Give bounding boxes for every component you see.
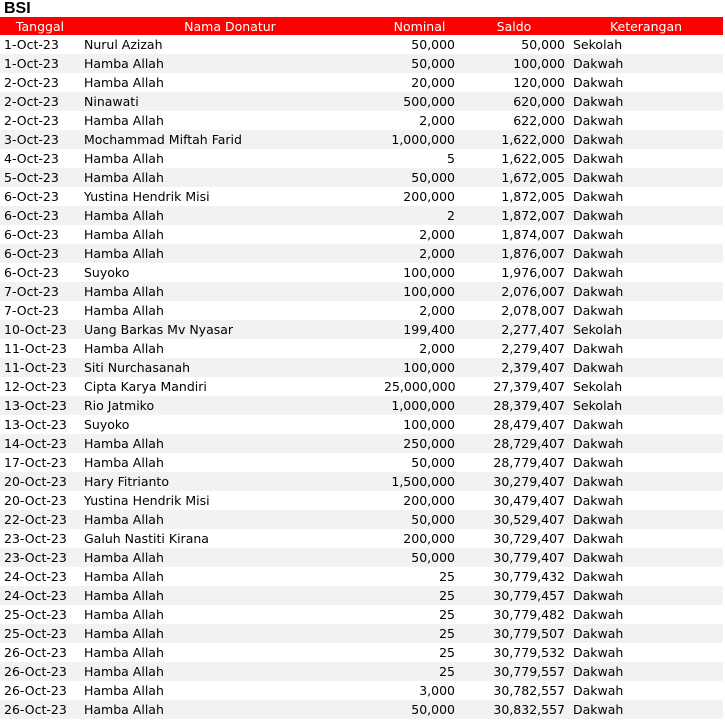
table-row[interactable]: [0, 92, 723, 111]
header-nama-donatur[interactable]: Nama Donatur: [80, 17, 380, 35]
cell-keterangan[interactable]: Dakwah: [569, 491, 723, 510]
cell-tanggal[interactable]: 20-Oct-23: [0, 491, 80, 510]
cell-tanggal[interactable]: 24-Oct-23: [0, 567, 80, 586]
cell-nama-donatur[interactable]: Hamba Allah: [80, 700, 380, 719]
cell-keterangan[interactable]: Dakwah: [569, 662, 723, 681]
cell-keterangan[interactable]: Dakwah: [569, 681, 723, 700]
cell-tanggal[interactable]: 26-Oct-23: [0, 681, 80, 700]
table-row[interactable]: [0, 263, 723, 282]
cell-nama-donatur[interactable]: Hamba Allah: [80, 54, 380, 73]
table-row[interactable]: [0, 301, 723, 320]
donation-table: [0, 17, 723, 719]
cell-nama-donatur[interactable]: Suyoko: [80, 263, 380, 282]
cell-tanggal[interactable]: 14-Oct-23: [0, 434, 80, 453]
cell-keterangan[interactable]: Sekolah: [569, 35, 723, 54]
cell-nominal[interactable]: 50,000: [380, 168, 459, 187]
cell-nominal[interactable]: 5: [380, 149, 459, 168]
cell-nama-donatur[interactable]: Hamba Allah: [80, 605, 380, 624]
cell-tanggal[interactable]: 26-Oct-23: [0, 643, 80, 662]
cell-keterangan[interactable]: Dakwah: [569, 263, 723, 282]
cell-nama-donatur[interactable]: Hamba Allah: [80, 567, 380, 586]
cell-tanggal[interactable]: 25-Oct-23: [0, 624, 80, 643]
table-row[interactable]: [0, 244, 723, 263]
cell-tanggal[interactable]: 22-Oct-23: [0, 510, 80, 529]
cell-saldo[interactable]: 30,779,407: [459, 548, 569, 567]
cell-nama-donatur[interactable]: Hamba Allah: [80, 453, 380, 472]
cell-saldo[interactable]: 30,832,557: [459, 700, 569, 719]
cell-nominal[interactable]: 2,000: [380, 244, 459, 263]
cell-nama-donatur[interactable]: Hamba Allah: [80, 149, 380, 168]
cell-keterangan[interactable]: Dakwah: [569, 415, 723, 434]
table-row[interactable]: [0, 282, 723, 301]
cell-tanggal[interactable]: 1-Oct-23: [0, 54, 80, 73]
cell-keterangan[interactable]: Dakwah: [569, 130, 723, 149]
cell-nama-donatur[interactable]: Hamba Allah: [80, 73, 380, 92]
sheet-title: BSI: [4, 0, 31, 17]
cell-tanggal[interactable]: 6-Oct-23: [0, 225, 80, 244]
cell-nama-donatur[interactable]: Hamba Allah: [80, 301, 380, 320]
cell-saldo[interactable]: 30,529,407: [459, 510, 569, 529]
cell-tanggal[interactable]: 2-Oct-23: [0, 73, 80, 92]
cell-nama-donatur[interactable]: Hamba Allah: [80, 244, 380, 263]
cell-nama-donatur[interactable]: Hamba Allah: [80, 643, 380, 662]
table-row[interactable]: [0, 73, 723, 92]
cell-tanggal[interactable]: 6-Oct-23: [0, 263, 80, 282]
cell-keterangan[interactable]: Dakwah: [569, 586, 723, 605]
cell-keterangan[interactable]: Sekolah: [569, 320, 723, 339]
cell-nama-donatur[interactable]: Hamba Allah: [80, 111, 380, 130]
cell-nominal[interactable]: 50,000: [380, 35, 459, 54]
cell-tanggal[interactable]: 24-Oct-23: [0, 586, 80, 605]
cell-saldo[interactable]: 1,874,007: [459, 225, 569, 244]
table-row[interactable]: [0, 187, 723, 206]
header-tanggal[interactable]: Tanggal: [0, 17, 80, 35]
cell-saldo[interactable]: 28,379,407: [459, 396, 569, 415]
cell-nominal[interactable]: 50,000: [380, 700, 459, 719]
cell-keterangan[interactable]: Dakwah: [569, 605, 723, 624]
table-row[interactable]: [0, 206, 723, 225]
cell-nama-donatur[interactable]: Hamba Allah: [80, 510, 380, 529]
table-row[interactable]: [0, 396, 723, 415]
cell-saldo[interactable]: 30,779,482: [459, 605, 569, 624]
cell-tanggal[interactable]: 25-Oct-23: [0, 605, 80, 624]
cell-keterangan[interactable]: Dakwah: [569, 92, 723, 111]
cell-saldo[interactable]: 30,729,407: [459, 529, 569, 548]
cell-nominal[interactable]: 100,000: [380, 282, 459, 301]
cell-saldo[interactable]: 30,479,407: [459, 491, 569, 510]
table-row[interactable]: [0, 662, 723, 681]
cell-nominal[interactable]: 25: [380, 624, 459, 643]
table-row[interactable]: [0, 605, 723, 624]
table-row[interactable]: [0, 453, 723, 472]
cell-tanggal[interactable]: 26-Oct-23: [0, 700, 80, 719]
cell-nama-donatur[interactable]: Siti Nurchasanah: [80, 358, 380, 377]
cell-nominal[interactable]: 25: [380, 586, 459, 605]
cell-tanggal[interactable]: 6-Oct-23: [0, 206, 80, 225]
cell-saldo[interactable]: 2,078,007: [459, 301, 569, 320]
cell-keterangan[interactable]: Dakwah: [569, 624, 723, 643]
table-row[interactable]: [0, 567, 723, 586]
cell-keterangan[interactable]: Dakwah: [569, 510, 723, 529]
cell-nominal[interactable]: 2,000: [380, 339, 459, 358]
cell-tanggal[interactable]: 1-Oct-23: [0, 35, 80, 54]
cell-nama-donatur[interactable]: Yustina Hendrik Misi: [80, 187, 380, 206]
table-row[interactable]: [0, 491, 723, 510]
cell-saldo[interactable]: 120,000: [459, 73, 569, 92]
cell-tanggal[interactable]: 3-Oct-23: [0, 130, 80, 149]
cell-nominal[interactable]: 25: [380, 605, 459, 624]
header-keterangan[interactable]: Keterangan: [569, 17, 723, 35]
cell-nama-donatur[interactable]: Mochammad Miftah Farid: [80, 130, 380, 149]
table-row[interactable]: [0, 415, 723, 434]
cell-keterangan[interactable]: Dakwah: [569, 472, 723, 491]
cell-keterangan[interactable]: Dakwah: [569, 358, 723, 377]
cell-nominal[interactable]: 3,000: [380, 681, 459, 700]
cell-saldo[interactable]: 622,000: [459, 111, 569, 130]
cell-keterangan[interactable]: Dakwah: [569, 567, 723, 586]
cell-keterangan[interactable]: Dakwah: [569, 434, 723, 453]
cell-nominal[interactable]: 25: [380, 567, 459, 586]
cell-keterangan[interactable]: Dakwah: [569, 453, 723, 472]
cell-saldo[interactable]: 100,000: [459, 54, 569, 73]
cell-nama-donatur[interactable]: Hamba Allah: [80, 339, 380, 358]
cell-tanggal[interactable]: 2-Oct-23: [0, 111, 80, 130]
cell-saldo[interactable]: 30,279,407: [459, 472, 569, 491]
cell-nama-donatur[interactable]: Hamba Allah: [80, 434, 380, 453]
cell-nama-donatur[interactable]: Hary Fitrianto: [80, 472, 380, 491]
cell-nominal[interactable]: 50,000: [380, 453, 459, 472]
cell-nominal[interactable]: 100,000: [380, 263, 459, 282]
table-row[interactable]: [0, 35, 723, 54]
cell-nama-donatur[interactable]: Hamba Allah: [80, 282, 380, 301]
cell-tanggal[interactable]: 11-Oct-23: [0, 339, 80, 358]
cell-tanggal[interactable]: 20-Oct-23: [0, 472, 80, 491]
cell-nominal[interactable]: 250,000: [380, 434, 459, 453]
table-row[interactable]: [0, 358, 723, 377]
cell-saldo[interactable]: 620,000: [459, 92, 569, 111]
cell-nominal[interactable]: 100,000: [380, 415, 459, 434]
cell-nama-donatur[interactable]: Nurul Azizah: [80, 35, 380, 54]
cell-tanggal[interactable]: 26-Oct-23: [0, 662, 80, 681]
cell-nama-donatur[interactable]: Hamba Allah: [80, 624, 380, 643]
cell-saldo[interactable]: 1,622,005: [459, 149, 569, 168]
cell-tanggal[interactable]: 6-Oct-23: [0, 244, 80, 263]
table-row[interactable]: [0, 225, 723, 244]
cell-keterangan[interactable]: Dakwah: [569, 111, 723, 130]
cell-tanggal[interactable]: 23-Oct-23: [0, 529, 80, 548]
cell-keterangan[interactable]: Sekolah: [569, 377, 723, 396]
cell-keterangan[interactable]: Dakwah: [569, 529, 723, 548]
table-row[interactable]: [0, 681, 723, 700]
table-row[interactable]: [0, 168, 723, 187]
table-row[interactable]: [0, 510, 723, 529]
table-row[interactable]: [0, 472, 723, 491]
cell-keterangan[interactable]: Dakwah: [569, 73, 723, 92]
cell-tanggal[interactable]: 4-Oct-23: [0, 149, 80, 168]
cell-tanggal[interactable]: 2-Oct-23: [0, 92, 80, 111]
cell-nama-donatur[interactable]: Hamba Allah: [80, 681, 380, 700]
cell-tanggal[interactable]: 7-Oct-23: [0, 301, 80, 320]
cell-nominal[interactable]: 500,000: [380, 92, 459, 111]
cell-nama-donatur[interactable]: Hamba Allah: [80, 225, 380, 244]
cell-saldo[interactable]: 1,672,005: [459, 168, 569, 187]
cell-tanggal[interactable]: 6-Oct-23: [0, 187, 80, 206]
cell-tanggal[interactable]: 23-Oct-23: [0, 548, 80, 567]
cell-nominal[interactable]: 20,000: [380, 73, 459, 92]
cell-nominal[interactable]: 200,000: [380, 529, 459, 548]
cell-saldo[interactable]: 2,279,407: [459, 339, 569, 358]
cell-nominal[interactable]: 25,000,000: [380, 377, 459, 396]
cell-nama-donatur[interactable]: Yustina Hendrik Misi: [80, 491, 380, 510]
cell-saldo[interactable]: 1,976,007: [459, 263, 569, 282]
cell-saldo[interactable]: 2,076,007: [459, 282, 569, 301]
cell-tanggal[interactable]: 10-Oct-23: [0, 320, 80, 339]
cell-keterangan[interactable]: Dakwah: [569, 301, 723, 320]
cell-keterangan[interactable]: Dakwah: [569, 700, 723, 719]
table-row[interactable]: [0, 377, 723, 396]
cell-nama-donatur[interactable]: Galuh Nastiti Kirana: [80, 529, 380, 548]
cell-keterangan[interactable]: Dakwah: [569, 187, 723, 206]
cell-nominal[interactable]: 1,000,000: [380, 130, 459, 149]
cell-saldo[interactable]: 2,379,407: [459, 358, 569, 377]
cell-nominal[interactable]: 50,000: [380, 510, 459, 529]
cell-saldo[interactable]: 30,782,557: [459, 681, 569, 700]
cell-saldo[interactable]: 30,779,532: [459, 643, 569, 662]
cell-nama-donatur[interactable]: Cipta Karya Mandiri: [80, 377, 380, 396]
header-row: [0, 17, 723, 35]
cell-nama-donatur[interactable]: Hamba Allah: [80, 548, 380, 567]
cell-saldo[interactable]: 1,876,007: [459, 244, 569, 263]
cell-tanggal[interactable]: 5-Oct-23: [0, 168, 80, 187]
cell-saldo[interactable]: 28,479,407: [459, 415, 569, 434]
header-nominal[interactable]: Nominal: [380, 17, 459, 35]
cell-saldo[interactable]: 30,779,432: [459, 567, 569, 586]
cell-nominal[interactable]: 50,000: [380, 548, 459, 567]
cell-saldo[interactable]: 28,729,407: [459, 434, 569, 453]
cell-saldo[interactable]: 1,622,000: [459, 130, 569, 149]
cell-nama-donatur[interactable]: Hamba Allah: [80, 586, 380, 605]
cell-tanggal[interactable]: 11-Oct-23: [0, 358, 80, 377]
table-row[interactable]: [0, 529, 723, 548]
table-row[interactable]: [0, 548, 723, 567]
table-row[interactable]: [0, 434, 723, 453]
table-row[interactable]: [0, 149, 723, 168]
cell-nominal[interactable]: 1,000,000: [380, 396, 459, 415]
cell-nominal[interactable]: 50,000: [380, 54, 459, 73]
cell-saldo[interactable]: 27,379,407: [459, 377, 569, 396]
cell-nominal[interactable]: 2,000: [380, 225, 459, 244]
cell-nama-donatur[interactable]: Suyoko: [80, 415, 380, 434]
cell-tanggal[interactable]: 7-Oct-23: [0, 282, 80, 301]
cell-keterangan[interactable]: Dakwah: [569, 206, 723, 225]
cell-keterangan[interactable]: Dakwah: [569, 282, 723, 301]
cell-saldo[interactable]: 2,277,407: [459, 320, 569, 339]
table-row[interactable]: [0, 54, 723, 73]
cell-nama-donatur[interactable]: Hamba Allah: [80, 206, 380, 225]
cell-keterangan[interactable]: Dakwah: [569, 149, 723, 168]
cell-tanggal[interactable]: 13-Oct-23: [0, 415, 80, 434]
cell-nama-donatur[interactable]: Ninawati: [80, 92, 380, 111]
cell-saldo[interactable]: 28,779,407: [459, 453, 569, 472]
cell-saldo[interactable]: 30,779,507: [459, 624, 569, 643]
cell-keterangan[interactable]: Dakwah: [569, 643, 723, 662]
cell-nama-donatur[interactable]: Hamba Allah: [80, 168, 380, 187]
cell-tanggal[interactable]: 12-Oct-23: [0, 377, 80, 396]
cell-nominal[interactable]: 25: [380, 643, 459, 662]
cell-tanggal[interactable]: 13-Oct-23: [0, 396, 80, 415]
cell-saldo[interactable]: 1,872,005: [459, 187, 569, 206]
cell-nominal[interactable]: 200,000: [380, 491, 459, 510]
table-row[interactable]: [0, 586, 723, 605]
cell-saldo[interactable]: 30,779,457: [459, 586, 569, 605]
cell-saldo[interactable]: 30,779,557: [459, 662, 569, 681]
cell-nominal[interactable]: 2,000: [380, 301, 459, 320]
cell-nominal[interactable]: 2: [380, 206, 459, 225]
cell-nominal[interactable]: 100,000: [380, 358, 459, 377]
cell-keterangan[interactable]: Dakwah: [569, 54, 723, 73]
cell-nominal[interactable]: 25: [380, 662, 459, 681]
cell-tanggal[interactable]: 17-Oct-23: [0, 453, 80, 472]
cell-keterangan[interactable]: Dakwah: [569, 225, 723, 244]
cell-saldo[interactable]: 50,000: [459, 35, 569, 54]
cell-nama-donatur[interactable]: Uang Barkas Mv Nyasar: [80, 320, 380, 339]
table-row[interactable]: [0, 111, 723, 130]
cell-keterangan[interactable]: Dakwah: [569, 244, 723, 263]
cell-keterangan[interactable]: Sekolah: [569, 396, 723, 415]
table-row[interactable]: [0, 700, 723, 719]
cell-keterangan[interactable]: Dakwah: [569, 168, 723, 187]
cell-keterangan[interactable]: Dakwah: [569, 339, 723, 358]
cell-saldo[interactable]: 1,872,007: [459, 206, 569, 225]
cell-nominal[interactable]: 200,000: [380, 187, 459, 206]
table-row[interactable]: [0, 624, 723, 643]
table-row[interactable]: [0, 339, 723, 358]
table-row[interactable]: [0, 130, 723, 149]
cell-nama-donatur[interactable]: Rio Jatmiko: [80, 396, 380, 415]
cell-keterangan[interactable]: Dakwah: [569, 548, 723, 567]
cell-nominal[interactable]: 199,400: [380, 320, 459, 339]
cell-nama-donatur[interactable]: Hamba Allah: [80, 662, 380, 681]
header-saldo[interactable]: Saldo: [459, 17, 569, 35]
table-row[interactable]: [0, 320, 723, 339]
table-row[interactable]: [0, 643, 723, 662]
cell-nominal[interactable]: 1,500,000: [380, 472, 459, 491]
cell-nominal[interactable]: 2,000: [380, 111, 459, 130]
